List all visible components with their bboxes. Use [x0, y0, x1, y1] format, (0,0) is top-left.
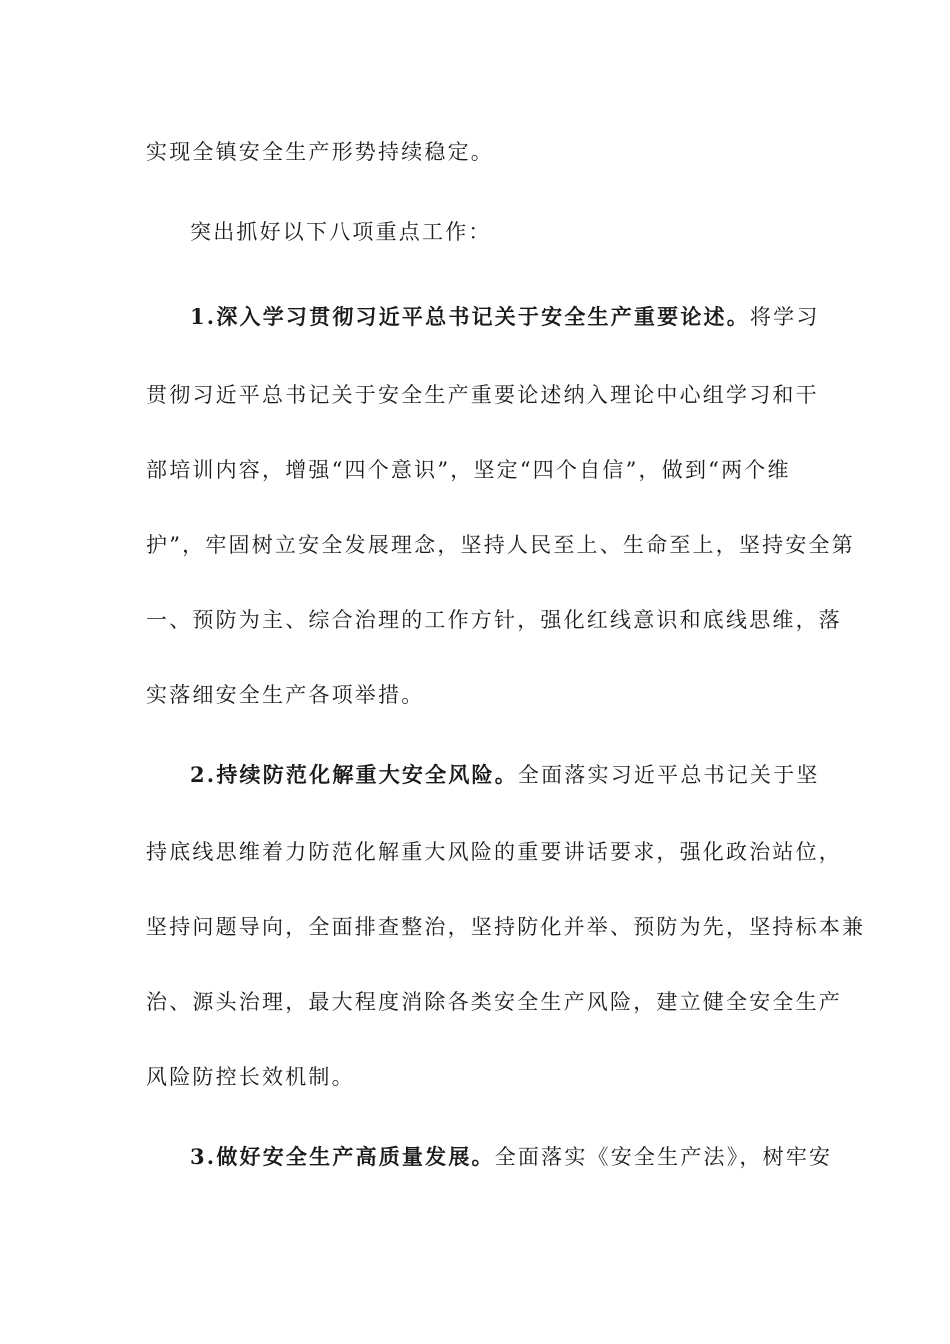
text-line: 护”，牢固树立安全发展理念，坚持人民至上、生命至上，坚持安全第: [146, 533, 855, 557]
section-heading-2: 2.持续防范化解重大安全风险。: [190, 762, 518, 787]
text-line: 部培训内容，增强“四个意识”，坚定“四个自信”，做到“两个维: [146, 458, 791, 482]
section-heading-3: 3.做好安全生产高质量发展。: [190, 1144, 495, 1169]
paragraph-3-first-line: [190, 1142, 833, 1172]
text-line: 治、源头治理，最大程度消除各类安全生产风险，建立健全安全生产: [146, 990, 842, 1014]
text-line: 风险防控长效机制。: [146, 1065, 355, 1089]
text-line: 持底线思维着力防范化解重大风险的重要讲话要求，强化政治站位，: [146, 840, 842, 864]
paragraph-1-first-line: [190, 302, 820, 332]
text-run: 全面落实《安全生产法》，树牢安: [494, 1145, 833, 1169]
text-line: 实落细安全生产各项举措。: [146, 683, 425, 707]
text-line: 一、预防为主、综合治理的工作方针，强化红线意识和底线思维，落: [146, 608, 842, 632]
text-run: 全面落实习近平总书记关于坚: [517, 763, 820, 787]
text-line: 突出抓好以下八项重点工作：: [190, 220, 492, 244]
text-line: 贯彻习近平总书记关于安全生产重要论述纳入理论中心组学习和干: [146, 383, 819, 407]
text-run: 将学习: [749, 305, 820, 329]
paragraph-2-first-line: [190, 760, 820, 790]
section-heading-1: 1.深入学习贯彻习近平总书记关于安全生产重要论述。: [190, 304, 750, 329]
text-line: 坚持问题导向，全面排查整治，坚持防化并举、预防为先，坚持标本兼: [146, 915, 866, 939]
text-line: 实现全镇安全生产形势持续稳定。: [146, 140, 494, 164]
